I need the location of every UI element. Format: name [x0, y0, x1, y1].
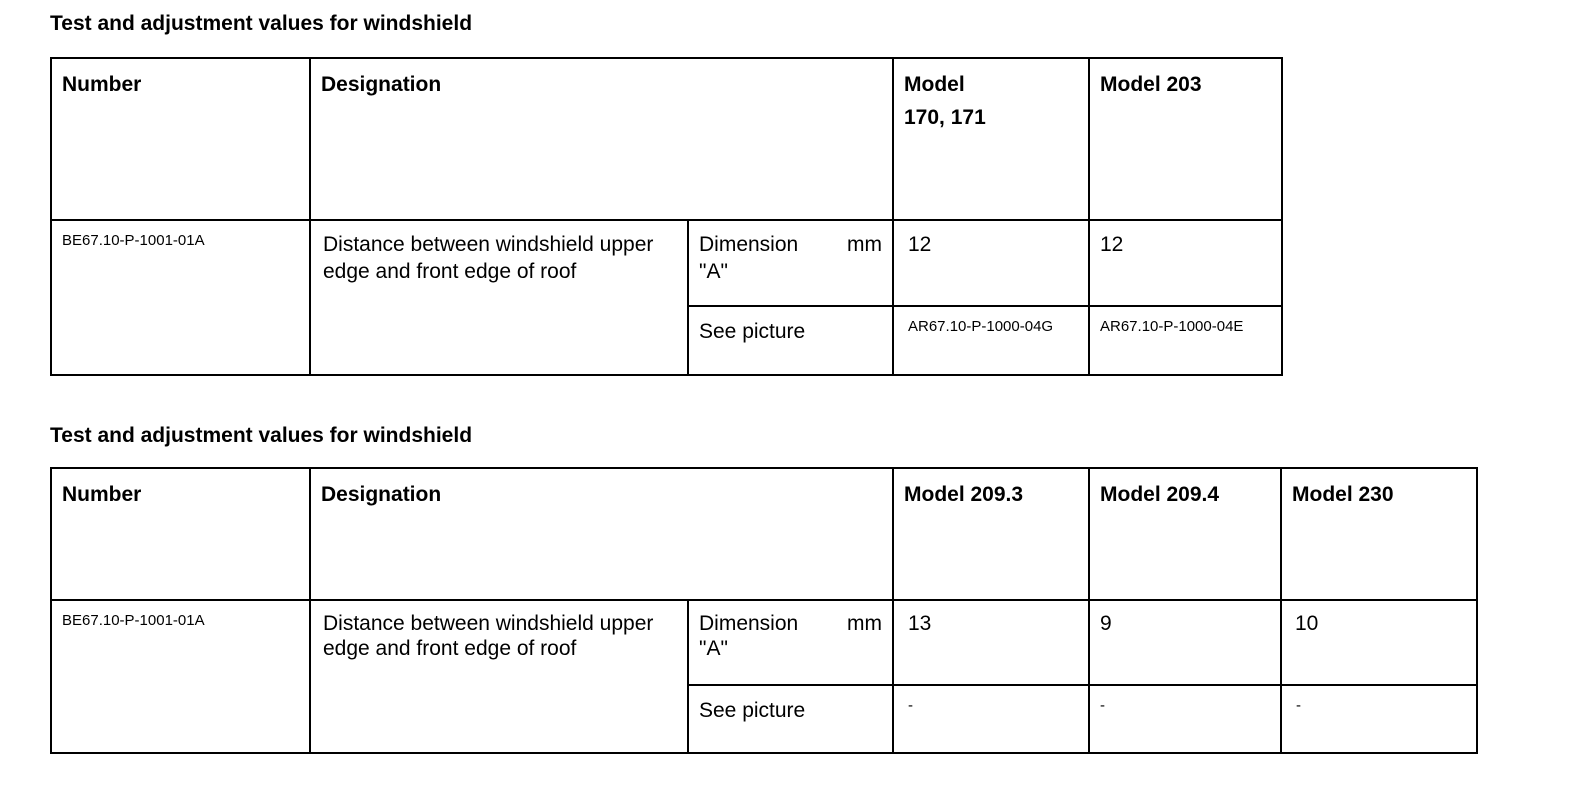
dimension-value: 12 — [1100, 233, 1124, 256]
cell-designation — [310, 220, 688, 375]
header-number: Number — [62, 73, 142, 96]
cell-picture-value — [1089, 306, 1282, 375]
header-cell-model — [1089, 58, 1282, 220]
header-model — [894, 59, 1088, 134]
picture-reference: AR67.10-P-1000-04E — [1100, 318, 1244, 335]
cell-dimension-value — [1089, 220, 1282, 306]
cell-picture-value — [1089, 685, 1281, 753]
dimension-value: 10 — [1295, 612, 1319, 635]
picture-reference: - — [908, 697, 913, 714]
picture-label: See picture — [699, 699, 806, 722]
picture-reference: AR67.10-P-1000-04G — [908, 318, 1054, 335]
header-designation: Designation — [321, 73, 442, 96]
cell-dimension-value — [893, 220, 1089, 306]
dimension-label: Dimension "A" — [699, 233, 799, 283]
header-model-line1: Model 203 — [1100, 73, 1202, 96]
cell-picture-value — [1281, 685, 1477, 753]
row-number: BE67.10-P-1001-01A — [62, 612, 205, 629]
cell-dimension-value — [1281, 600, 1477, 685]
row-designation: Distance between windshield upper edge and front edge of roof — [323, 612, 654, 660]
picture-reference: - — [1100, 697, 1105, 714]
header-cell-model — [1089, 468, 1281, 600]
header-model-line1: Model — [904, 73, 965, 96]
dimension-value: 12 — [908, 233, 932, 256]
cell-dimension-label — [688, 220, 893, 306]
dimension-unit: mm — [847, 612, 882, 635]
header-model: Model 209.3 — [904, 483, 1024, 506]
header-cell-model — [1281, 468, 1477, 600]
picture-label: See picture — [699, 320, 806, 343]
cell-dimension-value — [893, 600, 1089, 685]
table-1-title: Test and adjustment values for windshield — [50, 12, 473, 35]
row-designation: Distance between windshield upper edge and front edge of roof — [323, 233, 654, 283]
cell-dimension-value — [1089, 600, 1281, 685]
picture-reference: - — [1296, 697, 1301, 714]
header-model: Model 209.4 — [1100, 483, 1220, 506]
cell-number — [51, 600, 310, 753]
header-model — [1090, 59, 1281, 101]
test-values-table-1 — [50, 57, 1283, 376]
cell-picture-value — [893, 306, 1089, 375]
cell-picture-value — [893, 685, 1089, 753]
cell-designation — [310, 600, 688, 753]
row-number: BE67.10-P-1001-01A — [62, 232, 205, 249]
cell-number — [51, 220, 310, 375]
cell-picture-label — [688, 306, 893, 375]
header-cell-number — [51, 468, 310, 600]
header-cell-model — [893, 58, 1089, 220]
header-cell-model — [893, 468, 1089, 600]
table-2-title: Test and adjustment values for windshield — [50, 424, 473, 447]
header-model-line2: 170, 171 — [904, 106, 986, 129]
dimension-unit: mm — [847, 233, 882, 256]
header-cell-designation — [310, 58, 893, 220]
cell-picture-label — [688, 685, 893, 753]
header-cell-designation — [310, 468, 893, 600]
dimension-label: Dimension "A" — [699, 612, 799, 660]
header-number: Number — [62, 483, 142, 506]
header-designation: Designation — [321, 483, 442, 506]
header-model: Model 230 — [1292, 483, 1394, 506]
dimension-value: 9 — [1100, 612, 1112, 635]
cell-dimension-label — [688, 600, 893, 685]
dimension-value: 13 — [908, 612, 932, 635]
test-values-table-2 — [50, 467, 1478, 754]
header-cell-number — [51, 58, 310, 220]
